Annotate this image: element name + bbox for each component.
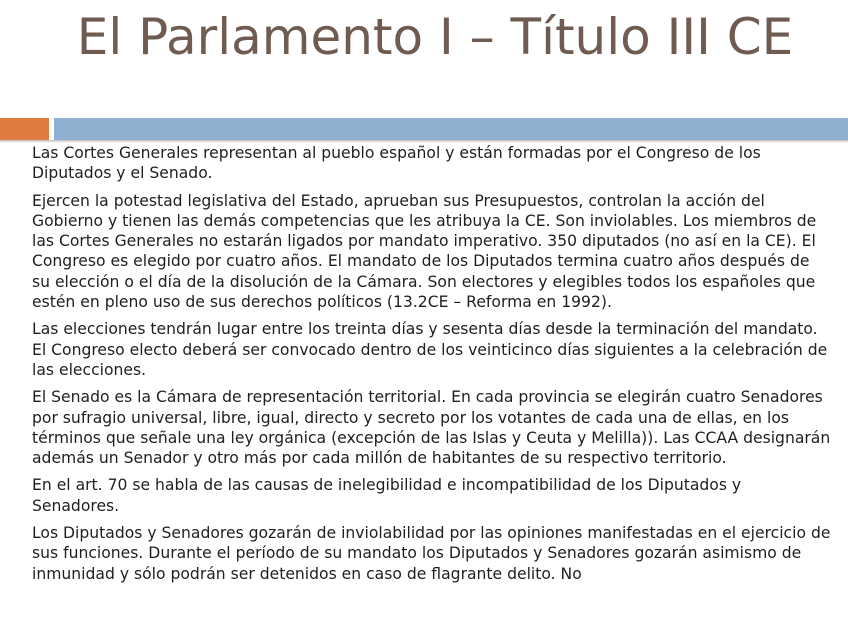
paragraph-senado: El Senado es la Cámara de representación territorial. En cada provincia se elegirán cuatro Senadores por sufragio universal, libre, igual, directo y secreto por los votantes de cada una de ellas, en los términos que señale una ley orgánica (excepción de las Islas y Ceuta y Melilla)). Las CCAA designarán además un Senador y otro más por cada millón de habitantes de su respectivo territorio. bbox=[32, 388, 831, 468]
accent-bar-orange bbox=[0, 118, 49, 140]
slide-title: El Parlamento I – Título III CE bbox=[76, 8, 794, 66]
slide-body bbox=[32, 143, 832, 591]
paragraph-cortes-generales: Las Cortes Generales representan al pueblo español y están formadas por el Congreso de los Diputados y el Senado. bbox=[32, 144, 761, 183]
accent-bar-blue bbox=[54, 118, 848, 140]
paragraph-art-70: En el art. 70 se habla de las causas de inelegibilidad e incompatibilidad de los Diputados y Senadores. bbox=[32, 476, 742, 515]
paragraph-potestad-legislativa: Ejercen la potestad legislativa del Estado, aprueban sus Presupuestos, controlan la acción del Gobierno y tienen las demás competencias que les atribuya la CE. Son inviolables. Los miembros de las Cortes Generales no estarán ligados por mandato imperativo. 350 diputados (no así en la CE). El Congreso es elegido por cuatro años. El mandato de los Diputados termina cuatro años después de su elección o el día de la disolución de la Cámara. Son electores y elegibles todos los españoles que estén en pleno uso de sus derechos políticos (13.2CE – Reforma en 1992). bbox=[32, 191, 817, 312]
paragraph-elecciones: Las elecciones tendrán lugar entre los treinta días y sesenta días desde la terminación del mandato. El Congreso electo deberá ser convocado dentro de los veinticinco días siguientes a la celebración de las elecciones. bbox=[32, 320, 828, 379]
paragraph-inviolabilidad: Los Diputados y Senadores gozarán de inviolabilidad por las opiniones manifestadas en el ejercicio de sus funciones. Durante el período de su mandato los Diputados y Senadores gozarán asimismo de inmunidad y sólo podrán ser detenidos en caso de flagrante delito. No bbox=[32, 524, 831, 583]
